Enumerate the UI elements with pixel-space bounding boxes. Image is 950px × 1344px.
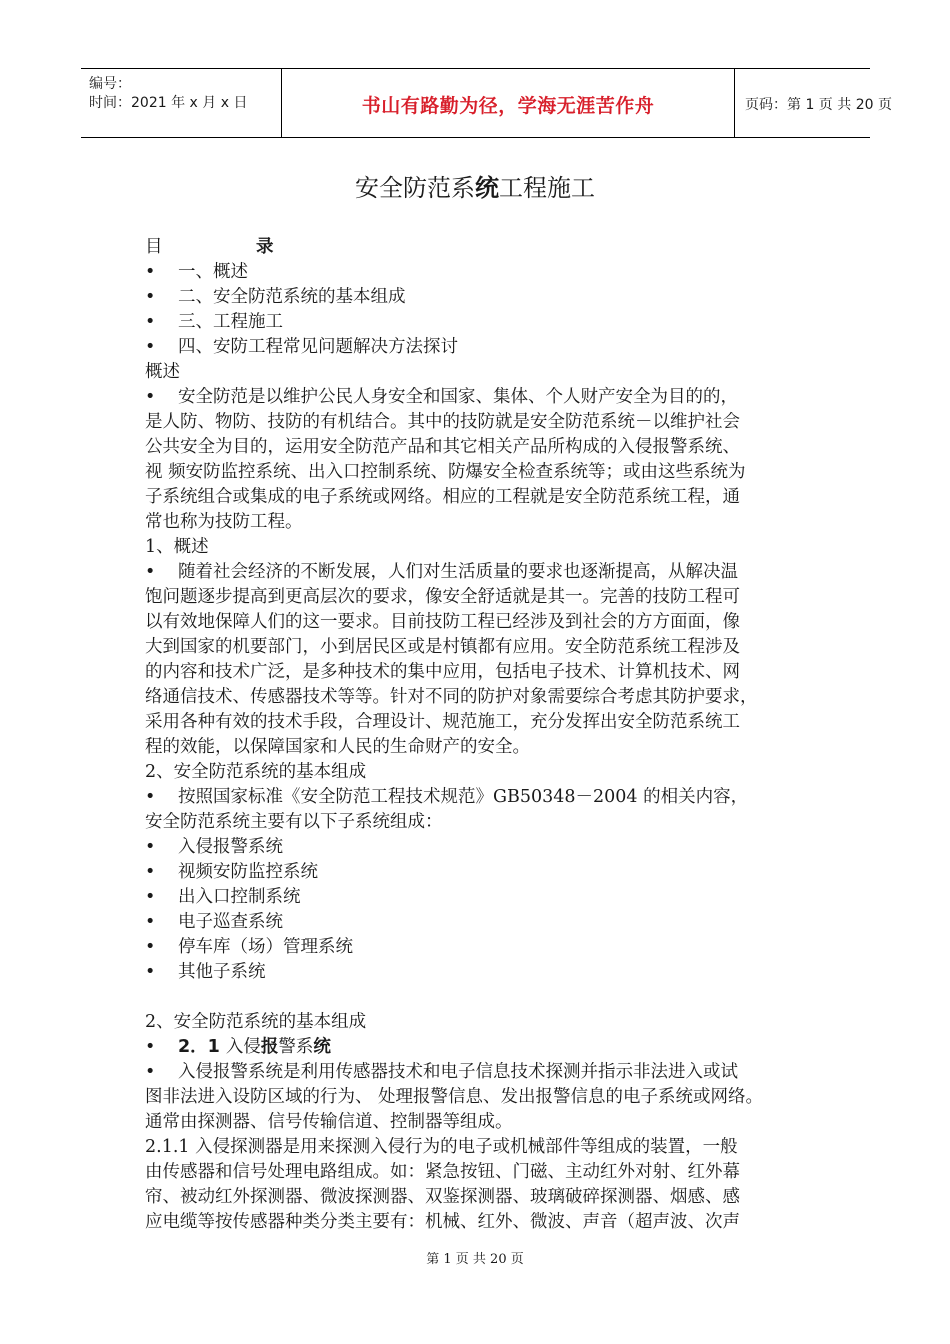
subsection-heading-part: 警系	[278, 1037, 314, 1057]
subsystem-item: 入侵报警系统	[178, 837, 283, 857]
paragraph-line: 络通信技术、传感器技术等等。针对不同的防护对象需要综合考虑其防护要求，	[145, 687, 758, 707]
bullet-marker: •	[145, 912, 156, 932]
title-part: 工程施工	[499, 174, 595, 202]
paragraph-line: 常也称为技防工程。	[145, 512, 303, 532]
bullet-marker: •	[145, 837, 156, 857]
title-bold-char: 统	[475, 173, 499, 202]
page-number-label: 页码：第 1 页 共 20 页	[745, 97, 892, 113]
paragraph-line: 帘、被动红外探测器、微波探测器、双鉴探测器、玻璃破碎探测器、烟感、感	[145, 1187, 740, 1207]
bullet-marker: •	[145, 962, 156, 982]
toc-item: 四、安防工程常见问题解决方法探讨	[178, 337, 458, 357]
paragraph-line: 是人防、物防、技防的有机结合。其中的技防就是安全防范系统－以维护社会	[145, 412, 740, 432]
header-motto-cell	[281, 69, 735, 137]
subsection-heading	[178, 1035, 331, 1060]
bullet-marker: •	[145, 787, 156, 807]
paragraph-line: 程的效能，以保障国家和人民的生命财产的安全。	[145, 737, 530, 757]
paragraph-line: 视 频安防监控系统、出入口控制系统、防爆安全检查系统等；或由这些系统为	[145, 462, 746, 482]
subsystem-item: 其他子系统	[178, 962, 266, 982]
motto-text: 书山有路勤为径，学海无涯苦作舟	[361, 95, 655, 117]
bullet-marker: •	[145, 1037, 156, 1057]
page-footer: 第 1 页 共 20 页	[426, 1252, 524, 1267]
paragraph-line: 随着社会经济的不断发展，人们对生活质量的要求也逐渐提高，从解决温	[178, 562, 738, 582]
subsystem-item: 视频安防监控系统	[178, 862, 318, 882]
paragraph-line: 由传感器和信号处理电路组成。如：紧急按钮、门磁、主动红外对射、红外幕	[145, 1162, 740, 1182]
paragraph-line: 2.1.1 入侵探测器是用来探测入侵行为的电子或机械部件等组成的装置，一般	[145, 1137, 738, 1157]
bullet-marker: •	[145, 337, 156, 357]
paragraph-line: 采用各种有效的技术手段，合理设计、规范施工，充分发挥出安全防范系统工	[145, 712, 740, 732]
toc-heading	[145, 235, 274, 260]
paragraph-line: 饱问题逐步提高到更高层次的要求，像安全舒适就是其一。完善的技防工程可	[145, 587, 740, 607]
bullet-marker: •	[145, 887, 156, 907]
paragraph-line: 公共安全为目的，运用安全防范产品和其它相关产品所构成的入侵报警系统、	[145, 437, 740, 457]
document-title	[0, 168, 950, 203]
paragraph-line: 安全防范系统主要有以下子系统组成：	[145, 812, 443, 832]
title-part: 安全防范系	[355, 174, 475, 202]
toc-item: 一、概述	[178, 262, 248, 282]
bullet-marker: •	[145, 262, 156, 282]
section-heading: 1、概述	[145, 537, 209, 557]
bullet-marker: •	[145, 562, 156, 582]
section-heading: 2、安全防范系统的基本组成	[145, 762, 367, 782]
paragraph-line: 的内容和技术广泛，是多种技术的集中应用，包括电子技术、计算机技术、网	[145, 662, 740, 682]
paragraph-line: 子系统组合或集成的电子系统或网络。相应的工程就是安全防范系统工程，通	[145, 487, 740, 507]
subsection-heading-part: 报	[260, 1037, 279, 1057]
paragraph-line: 安全防范是以维护公民人身安全和国家、集体、个人财产安全为目的的，	[178, 387, 738, 407]
toc-heading-b: 录	[256, 237, 274, 257]
bullet-marker: •	[145, 312, 156, 332]
document-header	[81, 68, 892, 138]
paragraph-line: 应电缆等按传感器种类分类主要有：机械、红外、微波、声音（超声波、次声	[145, 1212, 740, 1232]
header-meta-cell	[81, 69, 281, 137]
section-heading: 2、安全防范系统的基本组成	[145, 1012, 367, 1032]
subsystem-item: 出入口控制系统	[178, 887, 301, 907]
subsection-heading-part: 入侵	[225, 1037, 261, 1057]
subsystem-item: 电子巡查系统	[178, 912, 283, 932]
paragraph-line: 以有效地保障人们的这一要求。目前技防工程已经涉及到社会的方方面面，像	[145, 612, 740, 632]
bullet-marker: •	[145, 387, 156, 407]
paragraph-line: 图非法进入设防区域的行为、 处理报警信息、发出报警信息的电子系统或网络。	[145, 1087, 764, 1107]
document-number-label: 编号：	[89, 76, 131, 92]
paragraph-line: 通常由探测器、信号传输信道、控制器等组成。	[145, 1112, 513, 1132]
bullet-marker: •	[145, 1062, 156, 1082]
bullet-marker: •	[145, 937, 156, 957]
document-time-label: 时间：2021 年 x 月 x 日	[89, 95, 248, 111]
toc-item: 三、工程施工	[178, 312, 283, 332]
paragraph-line: 入侵报警系统是利用传感器技术和电子信息技术探测并指示非法进入或试	[178, 1062, 738, 1082]
subsection-heading-part: 统	[313, 1037, 331, 1057]
paragraph-line: 按照国家标准《安全防范工程技术规范》GB50348－2004 的相关内容，	[178, 787, 749, 807]
subsystem-item: 停车库（场）管理系统	[178, 937, 353, 957]
section-heading: 概述	[145, 362, 180, 382]
toc-item: 二、安全防范系统的基本组成	[178, 287, 406, 307]
subsection-heading-part: 2．1	[178, 1037, 220, 1057]
header-page-cell	[735, 69, 892, 137]
paragraph-line: 大到国家的机要部门，小到居民区或是村镇都有应用。安全防范系统工程涉及	[145, 637, 740, 657]
bullet-marker: •	[145, 287, 156, 307]
bullet-marker: •	[145, 862, 156, 882]
toc-heading-a: 目	[145, 237, 163, 257]
